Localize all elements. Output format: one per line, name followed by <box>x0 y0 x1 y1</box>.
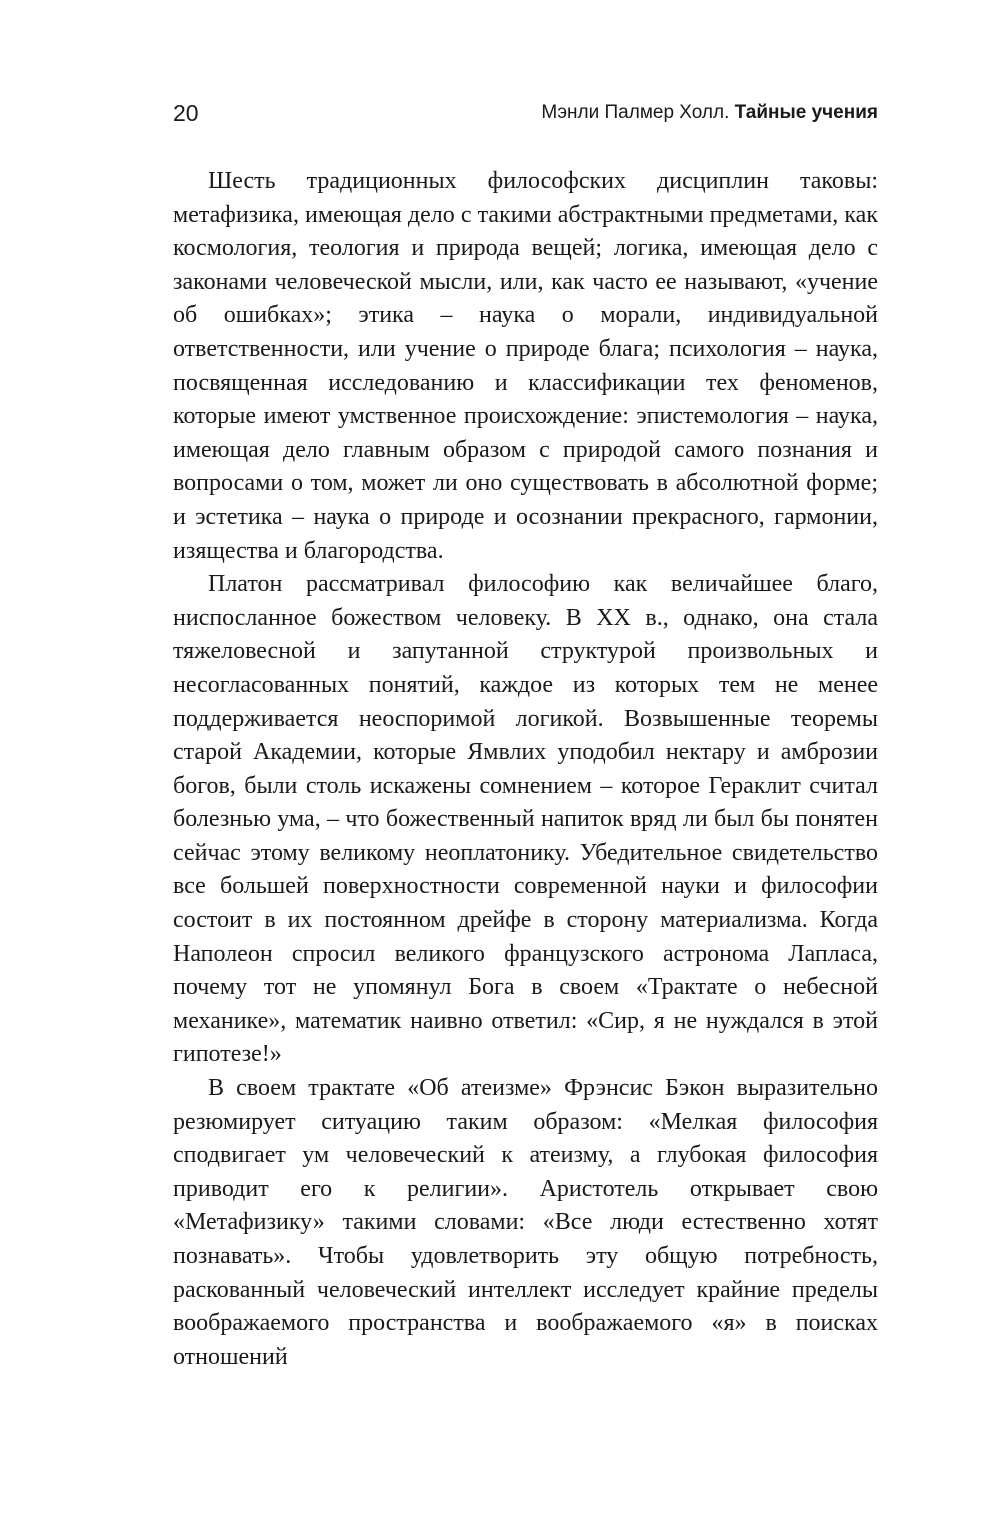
paragraph: Шесть традиционных философских дисциплин таковы: метафизика, имеющая дело с такими абстрактными предметами, как космология, теология и природа вещей; логика, имеющая дело с законами человеческой мысли, или, как часто ее называют, «учение об ошибках»; этика – наука о морали, индивидуальной ответственности, или учение о природе блага; психология – наука, посвященная исследованию и классификации тех феноменов, которые имеют умственное происхождение: эпистемология – наука, имеющая дело главным образом с природой самого познания и вопросами о том, может ли оно существовать в абсолютной форме; и эстетика – наука о природе и осознании прекрасного, гармонии, изящества и благородства. <box>173 168 878 564</box>
header-author: Мэнли Палмер Холл. <box>541 102 730 123</box>
header-book-info <box>541 98 878 128</box>
body-text <box>173 165 878 1374</box>
paragraph: В своем трактате «Об атеизме» Фрэнсис Бэкон выразительно резюмирует ситуацию таким образом: «Мелкая философия сподвигает ум человеческий к атеизму, а глубокая философия приводит его к религии». Аристотель открывает свою «Метафизику» такими словами: «Все люди естественно хотят познавать». Чтобы удовлетворить эту общую потребность, раскованный человеческий интеллект исследует крайние пределы воображаемого пространства и воображаемого «я» в поисках отношений <box>173 1075 878 1370</box>
page-number: 20 <box>173 100 199 126</box>
paragraph: Платон рассматривал философию как величайшее благо, ниспосланное божеством человеку. В XX в., однако, она стала тяжеловесной и запутанной структурой произвольных и несогласованных понятий, каждое из которых тем не менее поддерживается неоспоримой логикой. Возвышенные теоремы старой Академии, которые Ямвлих уподобил нектару и амброзии богов, были столь искажены сомнением – которое Гераклит считал болезнью ума, – что божественный напиток вряд ли был бы понятен сейчас этому великому неоплатонику. Убедительное свидетельство все большей поверхностности современной науки и философии состоит в их постоянном дрейфе в сторону материализма. Когда Наполеон спросил великого французского астронома Лапласа, почему тот не упомянул Бога в своем «Трактате о небесной механике», математик наивно ответил: «Сир, я не нуждался в этой гипотезе!» <box>173 571 878 1068</box>
running-header <box>173 98 878 128</box>
header-book-title: Тайные учения <box>734 102 878 123</box>
